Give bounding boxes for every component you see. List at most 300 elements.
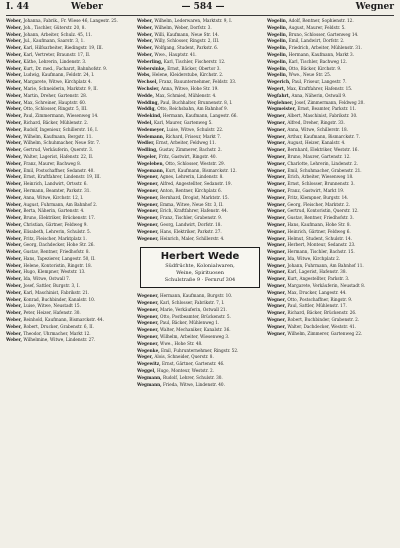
entry-details: Bernhard, Drogist, Marktstr. 15. bbox=[160, 194, 229, 200]
entry-surname: Wegener, bbox=[137, 293, 159, 299]
entry-details: Franz, Maurer, Bachweg 8. bbox=[23, 160, 82, 166]
entry-details: Gertrud, Verkäuferin, Querstr. 3. bbox=[23, 147, 94, 153]
directory-entry bbox=[6, 331, 132, 338]
entry-surname: Wegner, bbox=[267, 249, 287, 255]
entry-details: Luise, Witwe, Neustadt 15. bbox=[23, 303, 81, 309]
entry-surname: Weber, bbox=[6, 24, 22, 30]
directory-entry bbox=[267, 317, 393, 324]
directory-entry bbox=[267, 79, 393, 86]
directory-entry bbox=[6, 269, 132, 276]
entry-details: Franz, Tischler, Grabenstr. 9. bbox=[160, 215, 223, 221]
entry-surname: Weber, bbox=[6, 194, 22, 200]
directory-entry bbox=[137, 86, 263, 93]
entry-details: Christian, Gärtner, Feldweg 9. bbox=[23, 221, 88, 227]
entry-surname: Weber, bbox=[6, 221, 22, 227]
entry-details: Hugo, Klempner, Weststr. 13. bbox=[23, 269, 86, 275]
directory-entry bbox=[267, 283, 393, 290]
entry-surname: Weber, bbox=[6, 283, 22, 289]
advertisement-box bbox=[140, 247, 260, 288]
entry-details: Walter, Lagerist, Hafenstr. 22, II. bbox=[23, 153, 94, 159]
directory-entry bbox=[267, 32, 393, 39]
directory-entry bbox=[137, 334, 263, 341]
entry-details: Bruno, Schlosser, Gartenweg 14. bbox=[288, 31, 359, 37]
entry-details: Emil, Landwirt, Dorfstr. 2. bbox=[288, 38, 345, 44]
entry-details: Hans, Tapezierer, Langestr. 50, II. bbox=[23, 255, 96, 261]
entry-surname: Wegewitz, bbox=[137, 361, 161, 367]
entry-details: Emil, Postschaffner, Sedanstr. 40. bbox=[23, 167, 95, 173]
directory-entry bbox=[267, 59, 393, 66]
entry-surname: Wegener, bbox=[137, 313, 159, 319]
entry-details: Emil, Schuhmacher, Grabenstr. 21. bbox=[287, 167, 362, 173]
entry-details: Ludwig, Kaufmann, Feldstr. 24, I. bbox=[23, 72, 95, 78]
ad-business-name: Herbert Wede bbox=[160, 251, 240, 263]
entry-surname: Webs, bbox=[137, 72, 151, 78]
entry-details: Paul, Zimmermann, Wiesenweg 14. bbox=[23, 113, 99, 119]
entry-surname: Wegert, bbox=[267, 85, 286, 91]
entry-details: Max, Kraftfahrer, Hafenstr. 15. bbox=[286, 85, 353, 91]
directory-entry bbox=[137, 100, 263, 107]
directory-entry bbox=[6, 324, 132, 331]
entry-surname: Weber, bbox=[6, 79, 22, 85]
entry-details: Otto, Postschaffner, Ringstr. 9. bbox=[287, 296, 353, 302]
directory-entry bbox=[137, 25, 263, 32]
entry-details: Friedrich, Arbeiter, Mühlenstr. 31. bbox=[288, 45, 362, 51]
entry-surname: Wegener, bbox=[137, 300, 159, 306]
directory-entry bbox=[137, 93, 263, 100]
entry-details: Willy, Schlosser, Ringstr. 2, III. bbox=[154, 38, 220, 44]
entry-details: Hermann, Kaufmann, Burgstr. 10. bbox=[160, 293, 233, 299]
directory-entry bbox=[267, 331, 393, 338]
entry-details: Gustav, Rentner, Friedhofstr. 3. bbox=[287, 215, 354, 221]
directory-entry bbox=[137, 314, 263, 321]
entry-surname: Wegner, bbox=[267, 255, 287, 261]
entry-surname: Weber, bbox=[6, 303, 22, 309]
entry-surname: Wegner, bbox=[267, 133, 287, 139]
entry-surname: Wegerich, bbox=[267, 79, 291, 85]
directory-entry bbox=[6, 18, 132, 25]
entry-surname: Wedel, bbox=[137, 119, 153, 125]
directory-entry bbox=[137, 161, 263, 168]
entry-surname: Wegner, bbox=[267, 187, 287, 193]
entry-surname: Wechsel, bbox=[137, 79, 158, 85]
directory-entry bbox=[267, 127, 393, 134]
column-1 bbox=[6, 18, 132, 543]
entry-surname: Weber, bbox=[6, 51, 22, 57]
entry-surname: Weber, bbox=[6, 249, 22, 255]
directory-entry bbox=[6, 120, 132, 127]
entry-surname: Wegner, bbox=[267, 276, 287, 282]
entry-surname: Weber, bbox=[6, 167, 22, 173]
page-header bbox=[6, 2, 394, 16]
directory-entry bbox=[267, 242, 393, 249]
entry-details: Johann, Fuhrmann, Am Bahnhof 11. bbox=[287, 262, 364, 268]
entry-surname: Weber, bbox=[6, 181, 22, 187]
entry-surname: Weber, bbox=[6, 330, 22, 336]
directory-entry bbox=[267, 100, 393, 107]
entry-details: Heinrich, Maler, Schillerstr. 4. bbox=[160, 235, 225, 241]
entry-surname: Weber, bbox=[137, 45, 153, 51]
entry-surname: Wegener, bbox=[137, 201, 159, 207]
entry-surname: Weggel, bbox=[137, 368, 156, 374]
entry-surname: Wegelin, bbox=[267, 51, 288, 57]
entry-surname: Wegmann, bbox=[137, 374, 162, 380]
directory-entry bbox=[6, 317, 132, 324]
entry-surname: Wegelin, bbox=[267, 65, 288, 71]
directory-entry bbox=[137, 195, 263, 202]
directory-entry bbox=[137, 168, 263, 175]
directory-entry bbox=[267, 215, 393, 222]
entry-surname: Wegener, bbox=[137, 327, 159, 333]
entry-details: Otto, Bäcker, Kirchstr. 9. bbox=[288, 65, 342, 71]
entry-surname: Wegner, bbox=[267, 147, 287, 153]
directory-entry bbox=[267, 66, 393, 73]
entry-details: Helmut, Student, Schulstr. 14. bbox=[287, 235, 352, 241]
directory-entry bbox=[267, 222, 393, 229]
entry-surname: Wedding, bbox=[137, 99, 159, 105]
entry-details: Karl, Lagerist, Hafenstr. 38. bbox=[287, 269, 347, 275]
entry-details: Wwe., Neue Str. 25. bbox=[288, 72, 332, 78]
directory-entry bbox=[267, 310, 393, 317]
entry-surname: Weber, bbox=[6, 337, 22, 343]
directory-entry bbox=[6, 127, 132, 134]
entry-details: Wilhelm, Arbeiter, Wiesenweg 3. bbox=[160, 334, 230, 340]
entry-surname: Wegelin, bbox=[267, 31, 288, 37]
entry-details: Ernst, Beamter, Parkstr. 11. bbox=[297, 106, 357, 112]
directory-entry bbox=[6, 202, 132, 209]
directory-entry bbox=[6, 38, 132, 45]
entry-surname: Weber, bbox=[6, 18, 22, 23]
entry-details: Hermann, Tischler, Bachstr. 15. bbox=[287, 249, 355, 255]
entry-details: Wilhelm, Lederwaren, Marktstr. 9, I. bbox=[154, 18, 233, 23]
directory-entry bbox=[6, 45, 132, 52]
entry-details: Bruno, Elektriker, Brückenstr. 17. bbox=[23, 215, 96, 221]
directory-entry bbox=[267, 263, 393, 270]
entry-surname: Weber, bbox=[137, 31, 153, 37]
directory-entry bbox=[137, 52, 263, 59]
directory-entry bbox=[267, 297, 393, 304]
directory-entry bbox=[267, 106, 393, 113]
directory-entry bbox=[6, 106, 132, 113]
entry-details: Georg, Fleischer, Marktstr. 2. bbox=[287, 201, 351, 207]
entry-surname: Wechsler, bbox=[137, 85, 160, 91]
entry-surname: Weber, bbox=[6, 242, 22, 248]
entry-details: Otto, Schlosser, Weststr. 29. bbox=[165, 160, 226, 166]
entry-details: Paul, Sattler, Mühlenstr. 17. bbox=[287, 303, 347, 309]
directory-entry bbox=[267, 86, 393, 93]
entry-details: Fritz, Gastwirt, Ringstr. 40. bbox=[158, 153, 217, 159]
entry-surname: Wegner, bbox=[267, 221, 287, 227]
directory-entry bbox=[6, 168, 132, 175]
entry-details: Rudolf, Lehrer, Schulstr. 30. bbox=[163, 374, 223, 380]
entry-details: Alfred, Dreher, Ringstr. 33. bbox=[287, 119, 345, 125]
entry-surname: Weber, bbox=[6, 160, 22, 166]
entry-surname: Wegner, bbox=[267, 194, 287, 200]
entry-surname: Wegner, bbox=[267, 119, 287, 125]
entry-surname: Wegner, bbox=[267, 317, 287, 323]
entry-details: Joh., Tischler, Güterstr. 20, 8. bbox=[23, 24, 86, 30]
directory-entry bbox=[267, 290, 393, 297]
entry-surname: Weber, bbox=[6, 92, 22, 98]
entry-surname: Weber, bbox=[6, 147, 22, 153]
entry-surname: Weber, bbox=[6, 201, 22, 207]
ad-address: Schulstraße 9 · Fernruf 304 bbox=[164, 277, 236, 284]
directory-entry bbox=[137, 361, 263, 368]
entry-details: Hans, Kaufmann, Hohe Str. 8. bbox=[287, 221, 351, 227]
entry-surname: Wegmeister, bbox=[267, 106, 296, 112]
entry-details: Martin, Dreher, Gartenstr. 28. bbox=[23, 92, 88, 98]
entry-surname: Wedler, bbox=[137, 140, 155, 146]
directory-entry bbox=[267, 324, 393, 331]
entry-details: Hermann, Kaufmann, Markt 3. bbox=[288, 51, 355, 57]
entry-surname: Wegener, bbox=[137, 306, 159, 312]
entry-surname: Wegner, bbox=[267, 181, 287, 187]
directory-entry bbox=[6, 337, 132, 344]
entry-details: Alois, Schneider, Querstr. 8. bbox=[154, 354, 214, 360]
entry-surname: Wegener, bbox=[137, 187, 159, 193]
entry-surname: Weber, bbox=[6, 208, 22, 214]
directory-entry bbox=[6, 100, 132, 107]
entry-surname: Wegelin, bbox=[267, 24, 288, 30]
directory-entry bbox=[6, 303, 132, 310]
entry-surname: Wegner, bbox=[267, 235, 287, 241]
entry-surname: Wegelin, bbox=[267, 72, 288, 78]
directory-entry bbox=[267, 120, 393, 127]
entry-surname: Weber, bbox=[6, 174, 22, 180]
directory-entry bbox=[267, 208, 393, 215]
entry-details: Otto, Schlosser, Ringstr. 5, III. bbox=[23, 106, 88, 112]
entry-surname: Weber, bbox=[6, 45, 22, 51]
directory-entry bbox=[137, 348, 263, 355]
entry-surname: Weber, bbox=[6, 255, 22, 261]
entry-surname: Weber, bbox=[6, 133, 22, 139]
column-2 bbox=[137, 18, 263, 543]
entry-surname: Wegenke, bbox=[137, 347, 160, 353]
directory-entry bbox=[6, 79, 132, 86]
entry-surname: Wegner, bbox=[267, 160, 287, 166]
directory-entry bbox=[137, 382, 263, 389]
directory-entry bbox=[6, 154, 132, 161]
entry-details: Ernst, Kraftfahrer, Lindenstr. 19, III. bbox=[23, 174, 101, 180]
directory-entry bbox=[267, 18, 393, 25]
entry-surname: Wedling, bbox=[137, 147, 158, 153]
entry-details: Josef, Sattler, Burgstr. 3, I. bbox=[23, 283, 80, 289]
entry-surname: Wegener, bbox=[137, 181, 159, 187]
entry-details: Paul, Bäcker, Mühlenweg 1. bbox=[160, 320, 220, 326]
directory-entry bbox=[267, 134, 393, 141]
entry-details: Luise, Witwe, Schulstr. 22. bbox=[166, 126, 224, 132]
entry-surname: Wegner, bbox=[267, 174, 287, 180]
directory-entry bbox=[137, 79, 263, 86]
directory-entry bbox=[137, 18, 263, 25]
entry-details: Ernst, Bäcker, Obertor 3. bbox=[167, 65, 221, 71]
entry-surname: Weber, bbox=[6, 126, 22, 132]
directory-entry bbox=[6, 249, 132, 256]
directory-entry bbox=[267, 93, 393, 100]
entry-surname: Weber, bbox=[6, 85, 22, 91]
entry-surname: Weber, bbox=[6, 38, 22, 44]
entry-surname: Weber, bbox=[6, 289, 22, 295]
entry-details: August, Heizer, Kanalstr. 4. bbox=[287, 140, 346, 146]
entry-surname: Weger, bbox=[137, 354, 153, 360]
entry-details: Rudolf, Ingenieur, Schillerstr. 16, I. bbox=[23, 126, 99, 132]
directory-entry bbox=[267, 25, 393, 32]
entry-details: Ernst, Schlosser, Brunnenstr. 3. bbox=[287, 181, 355, 187]
column-2-top bbox=[137, 18, 263, 242]
entry-details: Elisabeth, Lehrerin, Schulstr. 5. bbox=[23, 228, 92, 234]
entry-surname: Wegner, bbox=[267, 269, 287, 275]
entry-details: Adolf, Rentner, Sophienstr. 12. bbox=[288, 18, 354, 23]
entry-details: Frieda, Witwe, Lindenstr. 40. bbox=[163, 381, 225, 387]
entry-surname: Weber, bbox=[6, 296, 22, 302]
directory-entry bbox=[267, 229, 393, 236]
directory-entry bbox=[6, 174, 132, 181]
directory-entry bbox=[6, 140, 132, 147]
entry-details: Wilhelm, Weber, Dorfstr. 3. bbox=[154, 24, 212, 30]
entry-details: Helene, Kleiderstube, Kirchstr. 2. bbox=[152, 72, 224, 78]
entry-details: Kurt, Angestellter, Parkstr. 3. bbox=[287, 276, 350, 282]
entry-surname: Wegner, bbox=[267, 310, 287, 316]
entry-details: Gustav, Rentner, Friedhofstr. 8. bbox=[23, 249, 90, 255]
entry-surname: Weber, bbox=[6, 187, 22, 193]
entry-surname: Weberling, bbox=[137, 58, 163, 64]
directory-entry bbox=[137, 222, 263, 229]
entry-details: Charlotte, Lehrerin, Lindenstr. 2. bbox=[287, 160, 358, 166]
entry-details: Peter, Heizer, Hafenstr. 30. bbox=[23, 310, 81, 316]
entry-details: Bruno, Maurer, Gartenstr. 12. bbox=[287, 153, 351, 159]
entry-surname: Weglehner, bbox=[267, 99, 294, 105]
entry-details: Karl, Vertreter, Braunstr. 17, II. bbox=[23, 51, 91, 57]
entry-surname: Wegelin, bbox=[267, 45, 288, 51]
entry-surname: Weber, bbox=[6, 269, 22, 275]
entry-details: Max, Drucker, Langestr. 44. bbox=[287, 289, 347, 295]
entry-surname: Wedemeyer, bbox=[137, 126, 166, 132]
entry-details: Ida, Witwe, Ostwall 7. bbox=[23, 276, 71, 282]
entry-details: Berta, Näherin, Gartenstr. 4. bbox=[23, 208, 85, 214]
entry-surname: Weber, bbox=[137, 51, 153, 57]
entry-details: Karl, Maurer, Gartenweg 5. bbox=[154, 119, 213, 125]
directory-entry bbox=[6, 297, 132, 304]
entry-details: Wwe., Hohe Str. 48. bbox=[160, 340, 203, 346]
entry-surname: Wegner, bbox=[267, 126, 287, 132]
entry-details: Karl, Tischler, Fischerstr. 12. bbox=[163, 58, 226, 64]
entry-details: Karl, Schlosser, Fabrikstr. 7, I. bbox=[160, 300, 225, 306]
entry-details: Johanna, Fabrik., Fr. Wiese 46, Langestr. 25. bbox=[23, 18, 118, 23]
entry-details: Max, Schreiner, Hauptstr. 60. bbox=[23, 99, 87, 105]
directory-entry bbox=[267, 147, 393, 154]
directory-entry bbox=[6, 147, 132, 154]
entry-surname: Webersinke, bbox=[137, 65, 166, 71]
entry-details: Max, Schmied, Mühlenstr. 4. bbox=[155, 92, 217, 98]
directory-entry bbox=[267, 140, 393, 147]
entry-details: August, Fuhrmann, Am Bahnhof 2. bbox=[23, 201, 98, 207]
directory-entry bbox=[6, 242, 132, 249]
directory-entry bbox=[6, 161, 132, 168]
entry-details: Bernhard, Elektriker, Weststr. 16. bbox=[287, 147, 359, 153]
entry-surname: Wegeler, bbox=[137, 153, 158, 159]
header-rule bbox=[6, 15, 394, 16]
directory-entry bbox=[137, 147, 263, 154]
entry-details: Jul., Kaufmann, Saarstr. 3, 1. bbox=[23, 38, 85, 44]
entry-surname: Wegner, bbox=[267, 303, 287, 309]
entry-surname: Wegener, bbox=[137, 194, 159, 200]
entry-details: Robert, Drucker, Grabenstr. 6, II. bbox=[23, 323, 94, 329]
entry-details: Anna, Witwe, Kirchstr. 12, I. bbox=[23, 194, 84, 200]
directory-entry bbox=[6, 25, 132, 32]
entry-details: Walter, Dachdecker, Weststr. 41. bbox=[287, 323, 357, 329]
directory-entry bbox=[137, 229, 263, 236]
entry-details: Johann, Arbeiter, Schulz. 45, 11. bbox=[23, 31, 93, 37]
entry-details: Theodor, Uhrmacher, Markt 12. bbox=[23, 330, 91, 336]
directory-entry bbox=[137, 174, 263, 181]
directory-entry bbox=[137, 300, 263, 307]
directory-entry bbox=[267, 303, 393, 310]
directory-entry bbox=[137, 66, 263, 73]
entry-surname: Wegner, bbox=[267, 283, 287, 289]
entry-details: Otto, Reichsbahn, Am Bahnhof 9. bbox=[157, 106, 228, 112]
entry-surname: Wegner, bbox=[267, 296, 287, 302]
entry-details: Margarete, Witwe, Kirchplatz 4. bbox=[23, 79, 92, 85]
entry-surname: Weber, bbox=[6, 153, 22, 159]
entry-surname: Weber, bbox=[137, 24, 153, 30]
entry-details: Karl, Maschinist, Fabrikstr. 21. bbox=[23, 289, 90, 295]
directory-entry bbox=[267, 188, 393, 195]
entry-surname: Wegner, bbox=[267, 262, 287, 268]
entry-surname: Wegner, bbox=[267, 215, 287, 221]
directory-entry bbox=[267, 45, 393, 52]
entry-surname: Wedemann, bbox=[137, 133, 165, 139]
entry-details: Fritz, Klempner, Burgstr. 14. bbox=[287, 194, 349, 200]
entry-details: Helene, Kontoristin, Ringstr. 18. bbox=[23, 262, 92, 268]
directory-entry bbox=[6, 66, 132, 73]
directory-entry bbox=[267, 174, 393, 181]
directory-entry bbox=[6, 188, 132, 195]
entry-details: Gertrud, Kontoristin, Querstr. 12. bbox=[287, 208, 359, 214]
entry-surname: Wegmann, bbox=[137, 381, 162, 387]
directory-entry bbox=[137, 154, 263, 161]
entry-details: Paul, Friseur, Langestr. 7. bbox=[291, 79, 347, 85]
entry-details: Margarete, Verkäuferin, Neustadt 8. bbox=[287, 283, 366, 289]
entry-surname: Wegner, bbox=[267, 153, 287, 159]
entry-surname: Wegener, bbox=[137, 235, 159, 241]
directory-entry bbox=[6, 72, 132, 79]
directory-entry bbox=[137, 134, 263, 141]
entry-details: Josef, Zimmermann, Feldweg 20. bbox=[294, 99, 365, 105]
directory-entry bbox=[137, 375, 263, 382]
entry-details: Walter, Mechaniker, Kanalstr. 36. bbox=[160, 327, 231, 333]
directory-entry bbox=[137, 120, 263, 127]
directory-entry bbox=[267, 249, 393, 256]
header-section-mark: I. 44 bbox=[6, 2, 30, 12]
entry-details: Herbert, Monteur, Sedanstr. 23. bbox=[287, 242, 356, 248]
entry-surname: Weber, bbox=[6, 99, 22, 105]
directory-entry bbox=[6, 52, 132, 59]
entry-details: Konrad, Buchbinder, Kanalstr. 10. bbox=[23, 296, 96, 302]
entry-surname: Wegener, bbox=[137, 221, 159, 227]
entry-details: Arthur, Kaufmann, Bismarckstr. 7. bbox=[287, 133, 361, 139]
directory-entry bbox=[267, 52, 393, 59]
entry-surname: Wegener, bbox=[137, 174, 159, 180]
entry-surname: Wegner, bbox=[267, 228, 287, 234]
entry-surname: Wedekind, bbox=[137, 113, 162, 119]
entry-surname: Wegner, bbox=[267, 242, 287, 248]
directory-entry bbox=[137, 307, 263, 314]
entry-details: Emil, Fuhrunternehmer, Ringstr. 52. bbox=[161, 347, 239, 353]
entry-details: Fritz, Fleischer, Marktplatz 1. bbox=[23, 235, 87, 241]
directory-entry bbox=[137, 181, 263, 188]
entry-surname: Wegelin, bbox=[267, 58, 288, 64]
directory-entry bbox=[137, 113, 263, 120]
directory-entry bbox=[267, 195, 393, 202]
